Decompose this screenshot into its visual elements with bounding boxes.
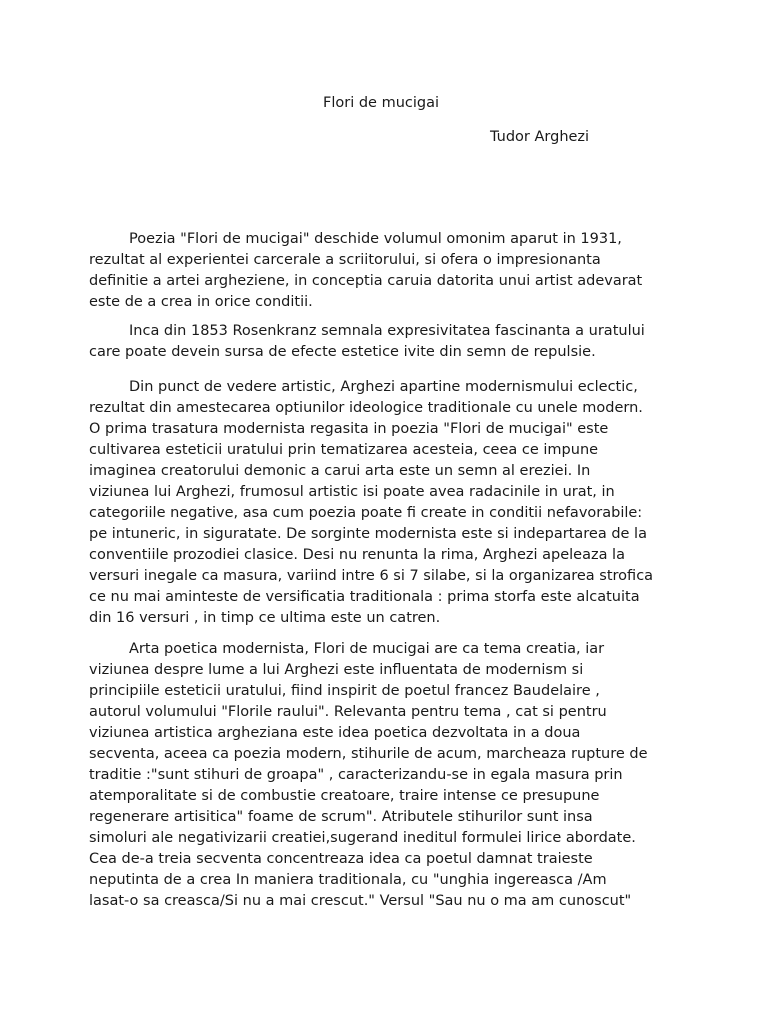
text-line: ce nu mai aminteste de versificatia traditionala : prima storfa este alcatuita <box>89 589 640 605</box>
text-line: care poate devein sursa de efecte estetice ivite din semn de repulsie. <box>89 344 596 360</box>
text-line: secventa, aceea ca poezia modern, stihurile de acum, marcheaza rupture de <box>89 746 648 762</box>
text-line: este de a crea in orice conditii. <box>89 294 313 310</box>
text-line: atemporalitate si de combustie creatoare, traire intense ce presupune <box>89 788 600 804</box>
text-line: O prima trasatura modernista regasita in poezia "Flori de mucigai" este <box>89 421 609 437</box>
text-line: lasat-o sa creasca/Si nu a mai crescut." Versul "Sau nu o ma am cunoscut" <box>89 893 632 909</box>
text-line: definitie a artei argheziene, in conceptia caruia datorita unui artist adevarat <box>89 273 643 289</box>
paragraph-2 <box>89 321 645 363</box>
text-line: viziunea despre lume a lui Arghezi este influentata de modernism si <box>89 662 584 678</box>
text-line: traditie :"sunt stihuri de groapa" , caracterizandu-se in egala masura prin <box>89 767 623 783</box>
text-line: simoluri ale negativizarii creatiei,sugerand ineditul formulei lirice abordate. <box>89 830 636 846</box>
text-line: Poezia "Flori de mucigai" deschide volumul omonim aparut in 1931, <box>129 231 622 247</box>
text-line: cultivarea esteticii uratului prin tematizarea acesteia, ceea ce impune <box>89 442 599 458</box>
text-line: versuri inegale ca masura, variind intre 6 si 7 silabe, si la organizarea strofica <box>89 568 654 584</box>
text-line: Arta poetica modernista, Flori de mucigai are ca tema creatia, iar <box>129 641 605 657</box>
text-line: regenerare artisitica" foame de scrum". Atributele stihurilor sunt insa <box>89 809 593 825</box>
text-line: Cea de-a treia secventa concentreaza idea ca poetul damnat traieste <box>89 851 593 867</box>
document-author: Tudor Arghezi <box>490 129 590 145</box>
text-line: imaginea creatorului demonic a carui arta este un semn al ereziei. In <box>89 463 591 479</box>
text-line: Inca din 1853 Rosenkranz semnala expresivitatea fascinanta a uratului <box>129 323 645 339</box>
document-title: Flori de mucigai <box>323 95 440 111</box>
paragraph-4 <box>89 639 648 912</box>
text-line: Din punct de vedere artistic, Arghezi apartine modernismului eclectic, <box>129 379 638 395</box>
text-line: din 16 versuri , in timp ce ultima este un catren. <box>89 610 441 626</box>
text-line: neputinta de a crea In maniera traditionala, cu "unghia ingereasca /Am <box>89 872 607 888</box>
text-line: conventiile prozodiei clasice. Desi nu renunta la rima, Arghezi apeleaza la <box>89 547 625 563</box>
paragraph-1 <box>89 229 642 313</box>
text-line: autorul volumului "Florile raului". Relevanta pentru tema , cat si pentru <box>89 704 607 720</box>
text-line: viziunea artistica argheziana este idea poetica dezvoltata in a doua <box>89 725 581 741</box>
text-line: rezultat din amestecarea optiunilor ideologice traditionale cu unele modern. <box>89 400 643 416</box>
text-line: viziunea lui Arghezi, frumosul artistic isi poate avea radacinile in urat, in <box>89 484 615 500</box>
text-line: categoriile negative, asa cum poezia poate fi create in conditii nefavorabile: <box>89 505 643 521</box>
paragraph-3 <box>89 377 653 629</box>
text-line: rezultat al experientei carcerale a scriitorului, si ofera o impresionanta <box>89 252 601 268</box>
text-line: pe intuneric, in siguratate. De sorginte modernista este si indepartarea de la <box>89 526 647 542</box>
text-line: principiile esteticii uratului, fiind inspirit de poetul francez Baudelaire , <box>89 683 600 699</box>
